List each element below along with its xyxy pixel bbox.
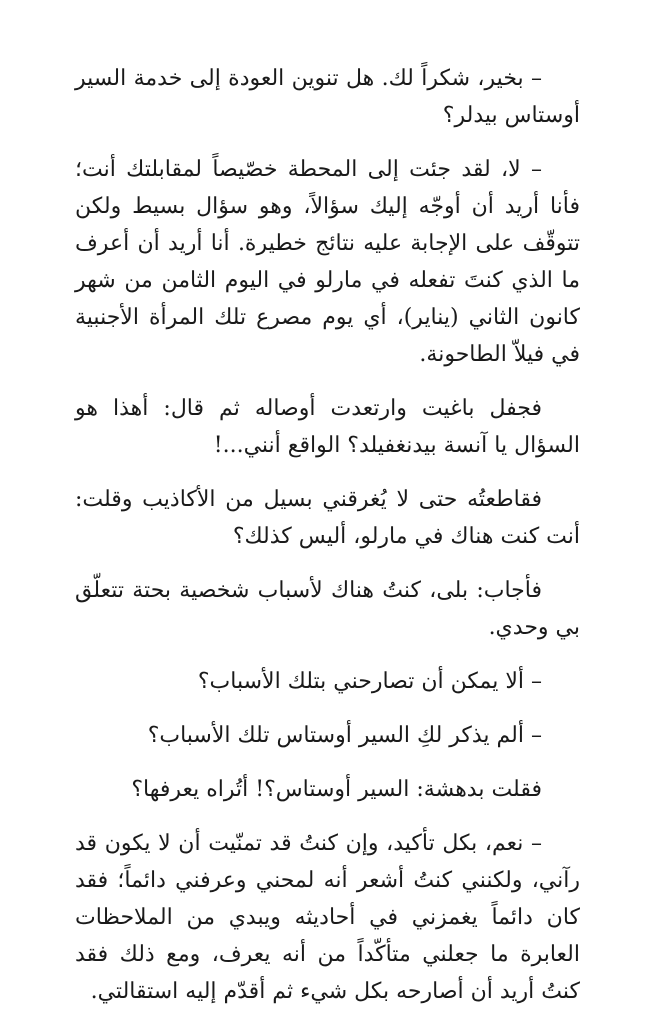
paragraph-8: فقلت بدهشة: السير أوستاس؟! أتُراه يعرفها؟ [131,777,542,802]
book-page-text [75,60,580,1027]
paragraph-4: فقاطعتُه حتى لا يُغرقني بسيل من الأكاذيب وقلت: أنت كنت هناك في مارلو، أليس كذلك؟ [75,487,580,549]
paragraph-6: – ألا يمكن أن تصارحني بتلك الأسباب؟ [197,669,542,694]
paragraph-7: – ألم يذكر لكِ السير أوستاس تلك الأسباب؟ [147,723,542,748]
paragraph-1: – بخير، شكراً لك. هل تنوين العودة إلى خدمة السير أوستاس بيدلر؟ [75,66,580,128]
paragraph-3: فجفل باغيت وارتعدت أوصاله ثم قال: أهذا هو السؤال يا آنسة بيدنغفيلد؟ الواقع أنني...! [75,396,580,458]
paragraph-5: فأجاب: بلى، كنتُ هناك لأسباب شخصية بحتة تتعلّق بي وحدي. [75,578,580,640]
paragraph-9: – نعم، بكل تأكيد، وإن كنتُ قد تمنّيت أن لا يكون قد رآني، ولكنني كنتُ أشعر أنه لمحني وعرفني دائماً؛ فقد كان دائماً يغمزني في أحاديثه ويبدي من الملاحظات العابرة ما جعلني متأكّداً من أنه يعرف، ومع ذلك فقد كنتُ أريد أن أصارحه بكل شيء ثم أقدّم إليه استقالتي. [75,831,580,1004]
paragraph-2: – لا، لقد جئت إلى المحطة خصّيصاً لمقابلتك أنت؛ فأنا أريد أن أوجّه إليك سؤالاً، وهو سؤال بسيط ولكن تتوقّف على الإجابة عليه نتائج خطيرة. أنا أريد أن أعرف ما الذي كنتَ تفعله في مارلو في اليوم الثامن من شهر كانون الثاني (يناير)، أي يوم مصرع تلك المرأة الأجنبية في فيلاّ الطاحونة. [75,157,580,367]
